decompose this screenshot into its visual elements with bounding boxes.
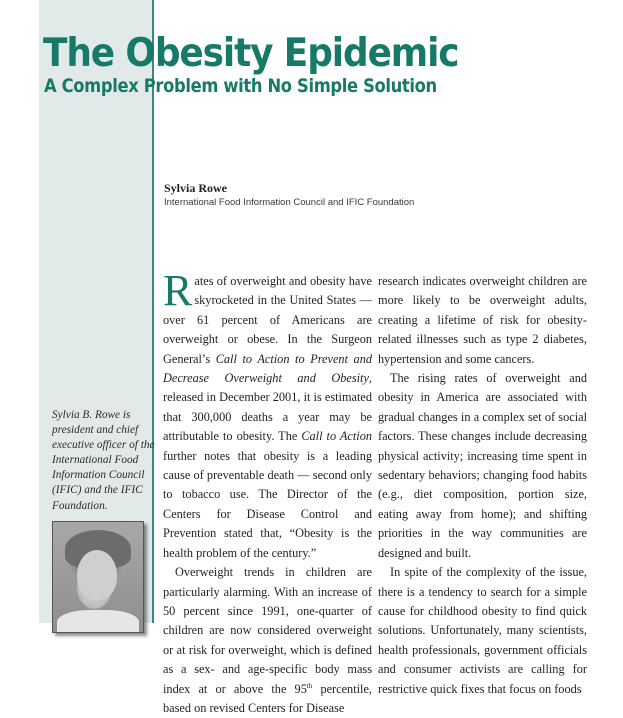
text-run: percentile, based on revised Centers for Disease bbox=[163, 681, 372, 715]
paragraph: In spite of the complexity of the issue, there is a tendency to search for a simple cause for childhood obesity to find quick solutions. Unfortunately, many scientists, health professionals, government officials and consumer activists are calling for restrictive quick fixes that focus on foods bbox=[378, 565, 587, 696]
text-run: Overweight trends in children are particularly alarming. With an increase of 50 percent since 1991, one-quarter of children are now considered overweight or at risk for overweight, which is defined as a sex- and age-specific body mass index at or above the 95 bbox=[163, 565, 372, 696]
italic-title: Call to Action bbox=[301, 429, 372, 444]
italic-title: Call to Action to Prevent and Decrease Overweight and Obesity bbox=[163, 351, 372, 386]
author-photo bbox=[52, 521, 144, 633]
paragraph: research indicates overweight children are more likely to be overweight adults, creating a lifetime of risk for obesity-related illnesses such as type 2 diabetes, hypertension and some cancers. bbox=[378, 274, 587, 366]
drop-cap: R bbox=[163, 266, 193, 315]
article-title: The Obesity Epidemic bbox=[43, 31, 459, 76]
paragraph bbox=[163, 266, 372, 563]
paragraph: The rising rates of overweight and obesity in America are associated with gradual changes in a complex set of social factors. These changes include decreasing physical activity; increasing time spent in sedentary behaviors; changing food habits (e.g., diet composition, portion size, eating away from home); and shifting priorities in the way communities are designed and built. bbox=[378, 371, 587, 560]
photo-shoulders-shape bbox=[57, 610, 139, 633]
superscript: th bbox=[306, 681, 313, 690]
photo-face-shape bbox=[77, 550, 117, 600]
text-run: , released in December 2001, it is estimated that 300,000 deaths a year may be attributable to obesity. The bbox=[163, 371, 372, 444]
article-subtitle: A Complex Problem with No Simple Solution bbox=[44, 75, 437, 97]
body-column-2 bbox=[378, 272, 587, 699]
paragraph bbox=[163, 563, 372, 718]
author-affiliation: International Food Information Council and IFIC Foundation bbox=[164, 197, 415, 208]
text-run: ates of overweight and obesity have skyrocketed in the United States — over 61 percent of Americans are overweight or obese. In the Surgeon General’s bbox=[163, 274, 372, 366]
text-run: further notes that obesity is a leading cause of preventable death — second only to tobacco use. The Director of the Centers for Disease Control and Prevention stated that, “Obesity is the health problem of the century.” bbox=[163, 448, 372, 560]
author-name: Sylvia Rowe bbox=[164, 181, 227, 195]
body-column-1 bbox=[163, 266, 372, 718]
author-bio: Sylvia B. Rowe is president and chief executive officer of the International Food Information Council (IFIC) and the IFIC Foundation. bbox=[52, 409, 155, 512]
